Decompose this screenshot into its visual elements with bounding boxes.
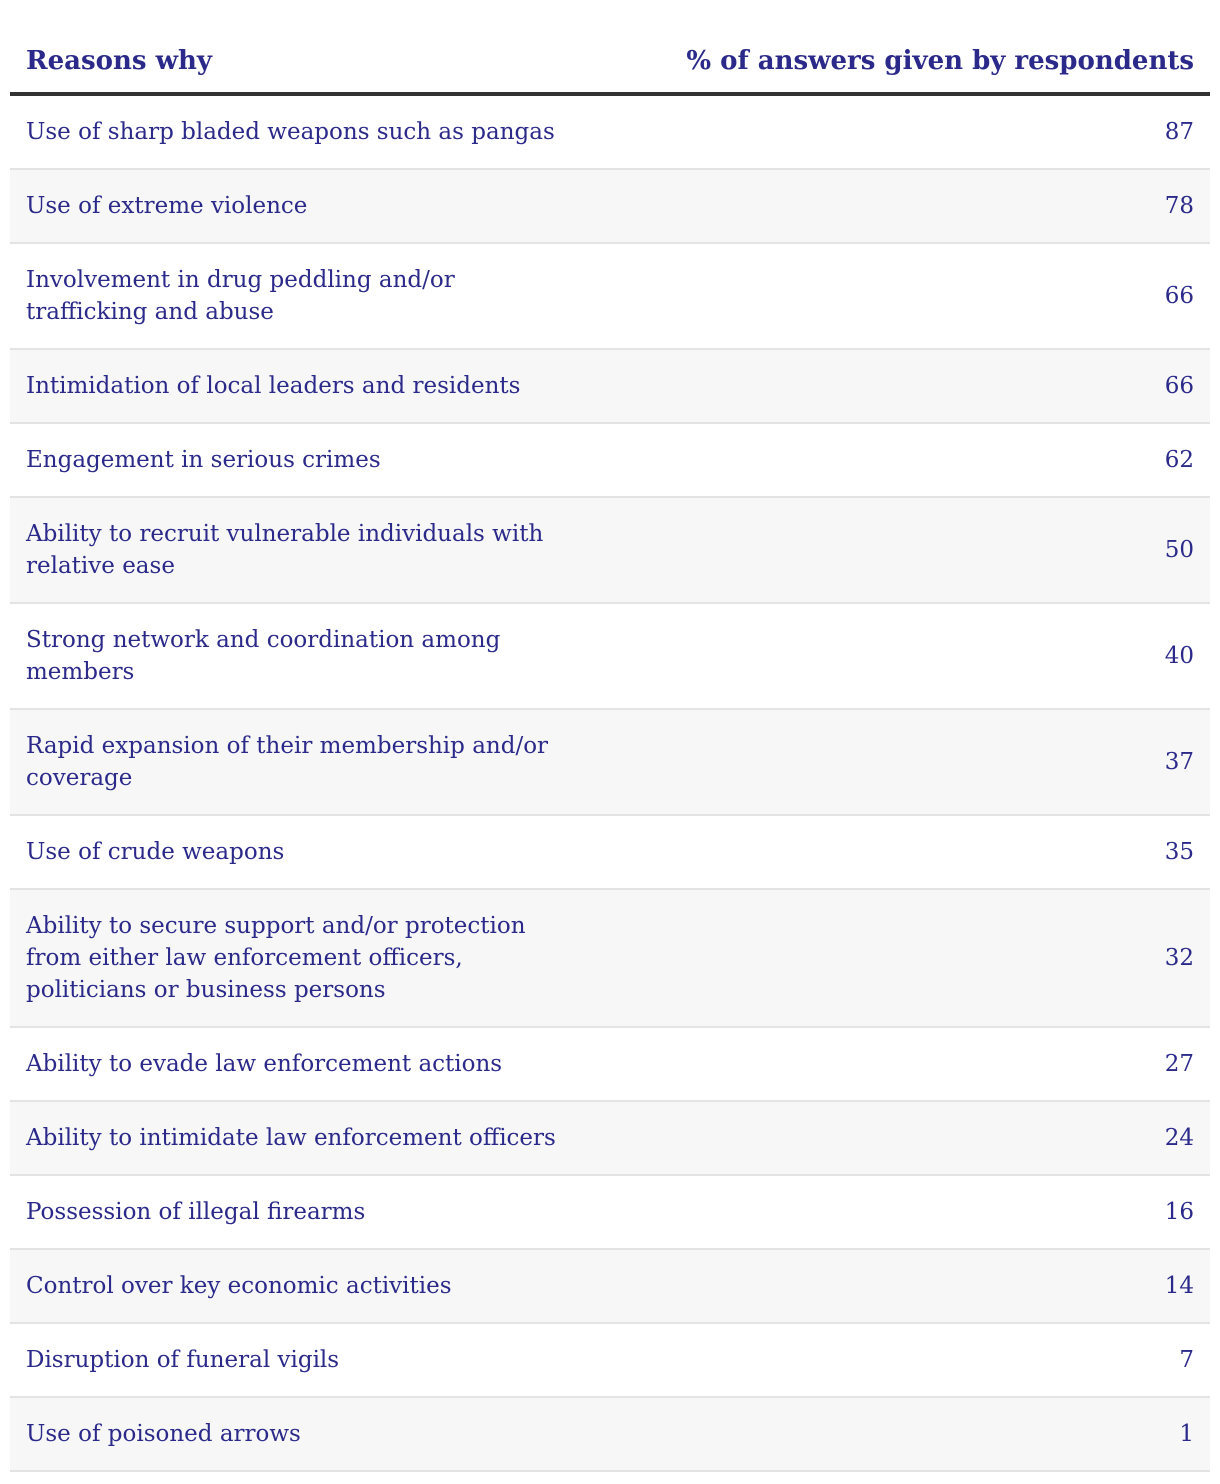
value-cell: 1	[1179, 1421, 1194, 1447]
reason-cell: Use of crude weapons	[26, 839, 285, 865]
reason-cell: Rapid expansion of their membership and/or coverage	[26, 733, 549, 791]
value-cell: 27	[1164, 1051, 1194, 1077]
table-row	[10, 1176, 1210, 1250]
reason-cell: Ability to recruit vulnerable individuals with relative ease	[26, 521, 544, 579]
value-cell: 87	[1164, 119, 1194, 145]
value-cell: 66	[1164, 373, 1194, 399]
reason-cell: Disruption of funeral vigils	[26, 1347, 340, 1373]
table-row	[10, 1028, 1210, 1102]
table-row	[10, 498, 1210, 604]
table-row	[10, 1398, 1210, 1472]
table-header	[10, 30, 1210, 96]
value-cell: 7	[1179, 1347, 1194, 1373]
value-cell: 32	[1164, 945, 1194, 971]
data-table	[10, 30, 1210, 1472]
table-row	[10, 1250, 1210, 1324]
table-row	[10, 1324, 1210, 1398]
value-cell: 14	[1164, 1273, 1194, 1299]
reason-cell: Possession of illegal firearms	[26, 1199, 366, 1225]
value-cell: 62	[1164, 447, 1194, 473]
reason-cell: Use of sharp bladed weapons such as pangas	[26, 119, 555, 145]
reason-cell: Use of poisoned arrows	[26, 1421, 301, 1447]
value-cell: 24	[1164, 1125, 1194, 1151]
value-cell: 78	[1164, 193, 1194, 219]
column-header-percent: % of answers given by respondents	[686, 46, 1194, 76]
reason-cell: Engagement in serious crimes	[26, 447, 381, 473]
reason-cell: Ability to intimidate law enforcement officers	[26, 1125, 556, 1151]
value-cell: 37	[1164, 749, 1194, 775]
reason-cell: Control over key economic activities	[26, 1273, 452, 1299]
table-row	[10, 710, 1210, 816]
table-row	[10, 350, 1210, 424]
reason-cell: Intimidation of local leaders and residents	[26, 373, 521, 399]
table-row	[10, 96, 1210, 170]
value-cell: 66	[1164, 283, 1194, 309]
reason-cell: Use of extreme violence	[26, 193, 308, 219]
value-cell: 40	[1164, 643, 1194, 669]
table-row	[10, 424, 1210, 498]
reason-cell: Ability to secure support and/or protection from either law enforcement officers, politicians or business persons	[26, 913, 526, 1003]
reason-cell: Involvement in drug peddling and/or trafficking and abuse	[26, 267, 455, 325]
table-row	[10, 816, 1210, 890]
reason-cell: Ability to evade law enforcement actions	[26, 1051, 503, 1077]
table-row	[10, 170, 1210, 244]
value-cell: 35	[1164, 839, 1194, 865]
table-row	[10, 890, 1210, 1028]
table-row	[10, 244, 1210, 350]
reason-cell: Strong network and coordination among members	[26, 627, 501, 685]
table-row	[10, 1102, 1210, 1176]
value-cell: 50	[1164, 537, 1194, 563]
column-header-reasons: Reasons why	[26, 46, 212, 76]
value-cell: 16	[1164, 1199, 1194, 1225]
table-row	[10, 604, 1210, 710]
